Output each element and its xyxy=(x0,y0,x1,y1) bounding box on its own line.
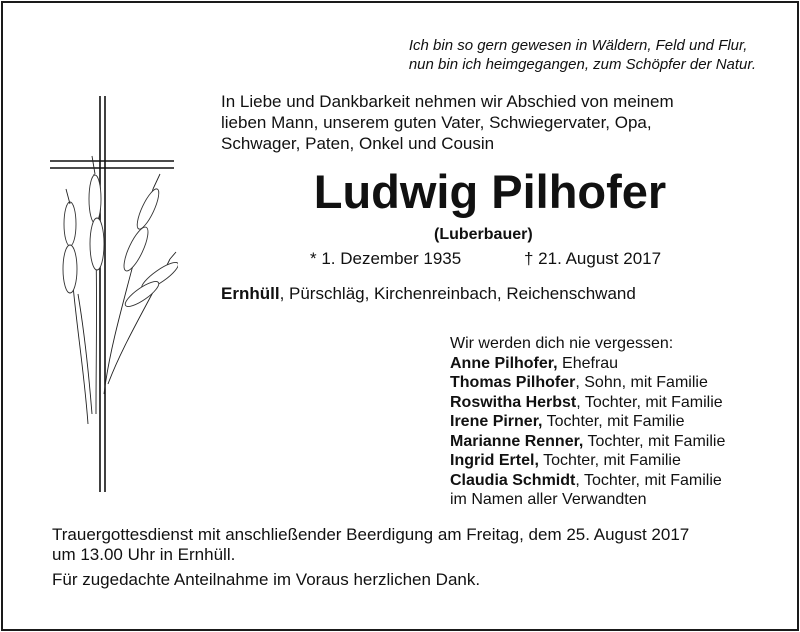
deceased-alias: (Luberbauer) xyxy=(434,226,533,243)
mourner-relation: , Sohn, mit Familie xyxy=(575,374,708,391)
list-item xyxy=(450,373,725,393)
funeral-service xyxy=(52,525,772,565)
other-places: , Pürschläg, Kirchenreinbach, Reichenschwand xyxy=(279,284,636,303)
intro-text xyxy=(221,91,674,154)
mourner-name: Anne Pilhofer, xyxy=(450,354,558,372)
intro-line: lieben Mann, unserem guten Vater, Schwiegervater, Opa, xyxy=(221,113,652,132)
service-line: um 13.00 Uhr in Ernhüll. xyxy=(52,545,236,564)
mourner-relation: , Tochter, mit Familie xyxy=(576,393,723,411)
list-item xyxy=(450,451,725,471)
mourners-closing: im Namen aller Verwandten xyxy=(450,491,647,508)
list-item xyxy=(450,432,725,452)
mourner-name: Ingrid Ertel, xyxy=(450,452,539,469)
mourner-relation: Tochter, mit Familie xyxy=(538,452,681,469)
cross-wheat-icon xyxy=(48,94,178,494)
list-item xyxy=(450,354,725,374)
list-item xyxy=(450,412,725,432)
epigraph-line: nun bin ich heimgegangen, zum Schöpfer der Natur. xyxy=(408,56,756,73)
intro-line: Schwager, Paten, Onkel und Cousin xyxy=(221,134,495,153)
mourner-name: Thomas Pilhofer xyxy=(450,374,576,391)
service-line: Trauergottesdienst mit anschließender Beerdigung am Freitag, dem 25. August 2017 xyxy=(52,525,690,544)
mourner-name: Claudia Schmidt xyxy=(450,471,576,489)
epigraph-line: Ich bin so gern gewesen in Wäldern, Feld und Flur, xyxy=(408,37,748,54)
places xyxy=(221,284,636,304)
mourner-relation: Tochter, mit Familie xyxy=(542,413,685,430)
thanks-text: Für zugedachte Anteilnahme im Voraus herzlichen Dank. xyxy=(52,570,481,589)
deceased-name-row xyxy=(0,164,800,219)
mourner-name: Roswitha Herbst xyxy=(450,393,577,411)
home-place: Ernhüll xyxy=(221,284,280,303)
mourners-list xyxy=(450,334,725,510)
birth-date: * 1. Dezember 1935 xyxy=(310,249,462,268)
list-item xyxy=(450,471,725,491)
cross-icon xyxy=(50,96,174,492)
death-date: † 21. August 2017 xyxy=(524,249,662,268)
intro-line: In Liebe und Dankbarkeit nehmen wir Abschied von meinem xyxy=(221,92,674,111)
mourners-intro: Wir werden dich nie vergessen: xyxy=(450,335,674,352)
mourner-relation: Ehefrau xyxy=(557,354,619,372)
mourner-relation: Tochter, mit Familie xyxy=(583,432,726,450)
mourner-name: Irene Pirner, xyxy=(450,413,543,430)
list-item xyxy=(450,393,725,413)
mourner-name: Marianne Renner, xyxy=(450,432,584,450)
deceased-name: Ludwig Pilhofer xyxy=(313,165,667,218)
epigraph xyxy=(409,36,756,74)
mourner-relation: , Tochter, mit Familie xyxy=(575,471,722,489)
